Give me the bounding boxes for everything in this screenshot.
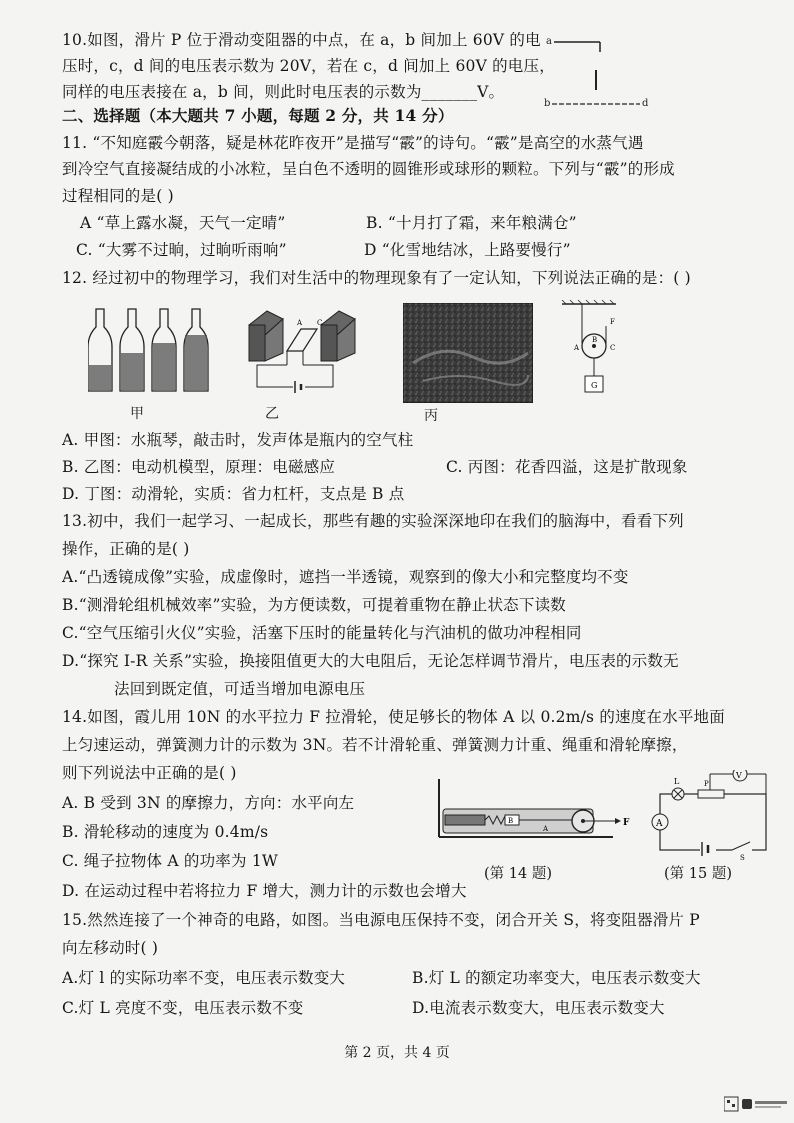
- motor-figure: [243, 305, 358, 400]
- q11-option-a: A “草上露水凝，天气一定晴”: [80, 214, 286, 232]
- bottles-figure: [88, 305, 218, 395]
- q15-line-2: 向左移动时( ): [62, 939, 159, 957]
- q13-line-1: 13.初中，我们一起学习、一起成长，那些有趣的实验深深地印在我们的脑海中，看看下列: [62, 512, 684, 530]
- q15-option-c: C.灯 L 亮度不变，电压表示数不变: [62, 999, 304, 1017]
- q14-line-3: 则下列说法中正确的是( ): [62, 764, 237, 782]
- q15-line-1: 15.然然连接了一个神奇的电路，如图。当电源电压保持不变，闭合开关 S，将变阻器滑片 P: [62, 911, 700, 929]
- svg-text:A: A: [656, 819, 663, 829]
- q14-option-d: D. 在运动过程中若将拉力 F 增大，测力计的示数也会增大: [62, 882, 467, 900]
- flower-photo: [403, 303, 533, 403]
- q15-option-d: D.电流表示数变大，电压表示数变大: [412, 999, 665, 1017]
- svg-text:A: A: [297, 319, 303, 327]
- svg-text:F: F: [623, 818, 630, 828]
- q14-option-a: A. B 受到 3N 的摩擦力，方向：水平向左: [62, 794, 355, 812]
- pulley-figure: [560, 300, 630, 400]
- q10-line-2: 压时，c，d 间的电压表示数为 20V，若在 c，d 间加上 60V 的电压，: [62, 57, 555, 75]
- figure-label-yi: 乙: [265, 406, 279, 422]
- q14-option-b: B. 滑轮移动的速度为 0.4m/s: [62, 823, 269, 841]
- svg-text:L: L: [674, 777, 680, 786]
- q12-option-c: C. 丙图：花香四溢，这是扩散现象: [446, 458, 688, 476]
- q14-figure-caption: (第 14 题): [484, 866, 552, 882]
- svg-text:A: A: [574, 344, 580, 352]
- svg-text:S: S: [740, 854, 745, 860]
- svg-text:V: V: [736, 771, 742, 780]
- q14-line-1: 14.如图，霞儿用 10N 的水平拉力 F 拉滑轮，使足够长的物体 A 以 0.2m/s 的速度在水平地面: [62, 708, 725, 726]
- svg-text:b: b: [544, 98, 551, 109]
- q12-option-a: A. 甲图：水瓶琴，敲击时，发声体是瓶内的空气柱: [62, 431, 414, 449]
- q13-line-2: 操作，正确的是( ): [62, 540, 190, 558]
- q14-pulley-figure: [433, 775, 633, 850]
- q12-line-1: 12. 经过初中的物理学习，我们对生活中的物理现象有了一定认知，下列说法正确的是：( ): [62, 269, 691, 287]
- svg-text:F: F: [610, 318, 615, 326]
- q14-option-c: C. 绳子拉物体 A 的功率为 1W: [62, 852, 279, 870]
- q13-option-b: B.“测滑轮组机械效率”实验，为方便读数，可提着重物在静止状态下读数: [62, 596, 566, 614]
- svg-text:d: d: [642, 98, 649, 109]
- svg-text:C: C: [610, 344, 616, 352]
- q11-option-b: B. “十月打了霜，来年粮满仓”: [366, 214, 577, 232]
- q13-option-c: C.“空气压缩引火仪”实验，活塞下压时的能量转化与汽油机的做功冲程相同: [62, 624, 582, 642]
- svg-text:C: C: [317, 319, 323, 327]
- q11-line-1: 11. “不知庭霰今朝落，疑是林花昨夜开”是描写“霰”的诗句。“霰”是高空的水蒸气遇: [62, 134, 644, 152]
- q11-line-3: 过程相同的是( ): [62, 187, 174, 205]
- q15-circuit-figure: [640, 770, 770, 860]
- svg-text:B: B: [592, 336, 598, 344]
- q10-line-1: 10.如图，滑片 P 位于滑动变阻器的中点，在 a，b 间加上 60V 的电: [62, 31, 541, 49]
- q14-line-2: 上匀速运动，弹簧测力计的示数为 3N。若不计滑轮重、弹簧测力计重、绳重和滑轮摩擦，: [62, 736, 688, 754]
- svg-text:a: a: [546, 36, 552, 47]
- q13-option-d-line-2: 法回到既定值，可适当增加电源电压: [114, 680, 366, 698]
- q15-figure-caption: (第 15 题): [664, 866, 732, 882]
- section-2-heading: 二、选择题（本大题共 7 小题，每题 2 分，共 14 分）: [62, 106, 454, 125]
- q11-line-2: 到冷空气直接凝结成的小冰粒，呈白色不透明的圆锥形或球形的颗粒。下列与“霰”的形成: [62, 160, 675, 178]
- svg-text:A: A: [543, 825, 549, 833]
- q12-option-b: B. 乙图：电动机模型，原理：电磁感应: [62, 458, 336, 476]
- q15-option-b: B.灯 L 的额定功率变大，电压表示数变大: [412, 969, 701, 987]
- svg-text:P: P: [704, 780, 709, 788]
- q10-figure: [540, 30, 660, 110]
- page-footer: 第 2 页，共 4 页: [344, 1045, 450, 1061]
- q15-option-a: A.灯 l 的实际功率不变，电压表示数变大: [62, 969, 346, 987]
- q13-option-d-line-1: D.“探究 I-R 关系”实验，换接阻值更大的大电阻后，无论怎样调节滑片，电压表的示数无: [62, 652, 679, 670]
- q12-option-d: D. 丁图：动滑轮，实质：省力杠杆，支点是 B 点: [62, 485, 405, 503]
- q11-option-d: D “化雪地结冰，上路要慢行”: [364, 241, 571, 259]
- q13-option-a: A.“凸透镜成像”实验，成虚像时，遮挡一半透镜，观察到的像大小和完整度均不变: [62, 568, 629, 586]
- svg-text:B: B: [508, 817, 514, 825]
- svg-text:G: G: [591, 381, 598, 390]
- q11-option-c: C. “大雾不过晌，过晌听雨响”: [76, 241, 287, 259]
- scanner-logo-icon: [724, 1095, 790, 1113]
- q10-line-3: 同样的电压表接在 a，b 间，则此时电压表的示数为_______V。: [62, 83, 505, 101]
- figure-label-bing: 丙: [424, 408, 438, 424]
- figure-label-jia: 甲: [130, 406, 144, 422]
